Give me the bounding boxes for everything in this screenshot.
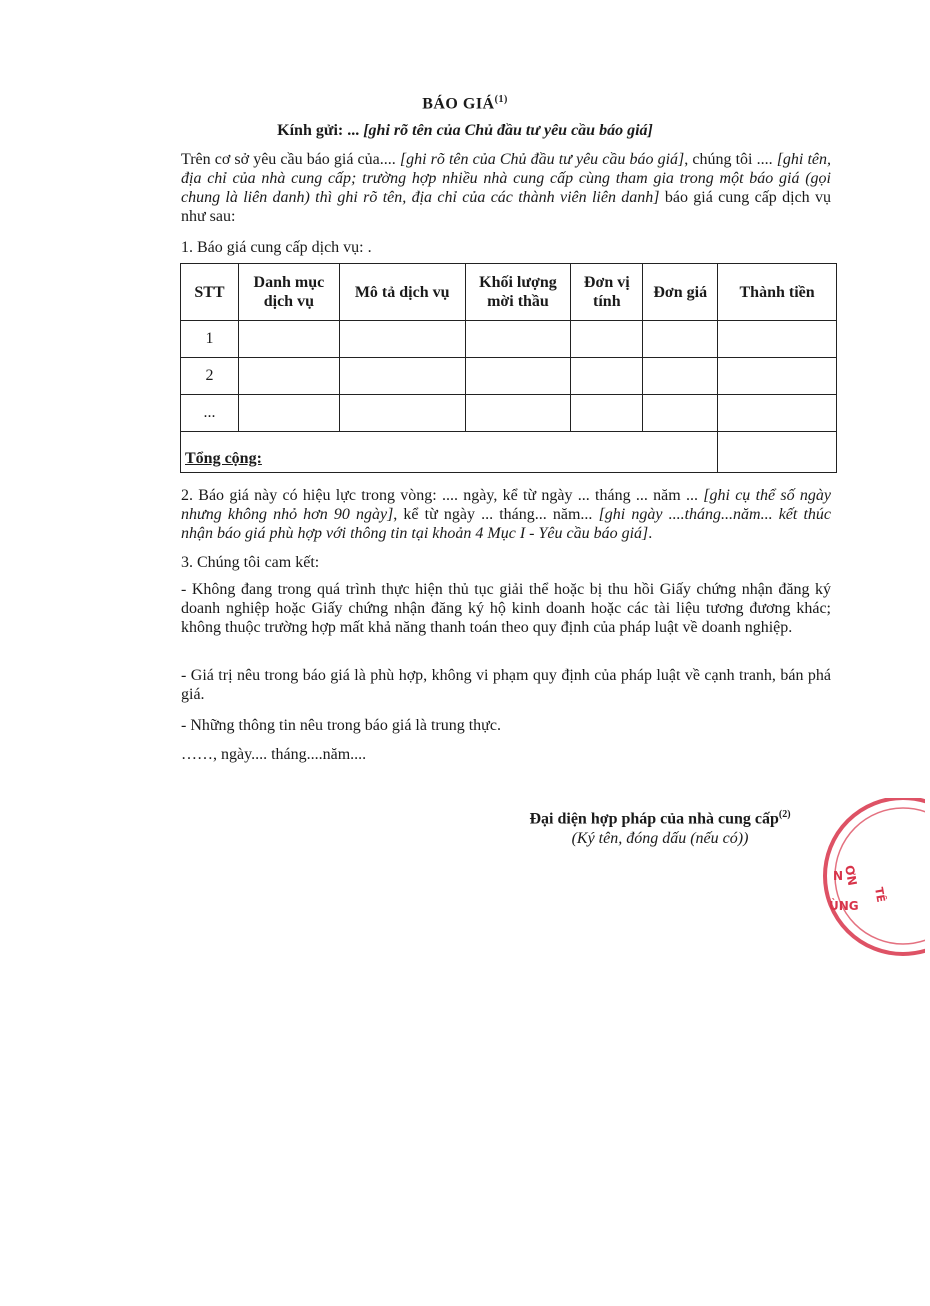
table-cell [339, 321, 465, 358]
signature-role [460, 805, 860, 829]
stamp-text: N [833, 869, 844, 883]
table-cell [571, 321, 643, 358]
section2-text-1: 2. Báo giá này có hiệu lực trong vòng: .... ngày, kể từ ngày ... tháng ... năm ... [181, 487, 698, 504]
quote-table [180, 263, 837, 473]
intro-text-2: , chúng tôi .... [684, 151, 773, 168]
total-value-cell [718, 432, 837, 473]
section3-heading: 3. Chúng tôi cam kết: [181, 554, 320, 571]
table-cell [339, 358, 465, 395]
intro-placeholder-1: [ghi rõ tên của Chủ đầu tư yêu cầu báo giá] [399, 151, 685, 168]
header-unit-price: Đơn giá [643, 264, 718, 321]
table-cell [465, 358, 571, 395]
table-cell [643, 321, 718, 358]
intro-text-1: Trên cơ sở yêu cầu báo giá của.... [181, 151, 396, 168]
date-line: ……, ngày.... tháng....năm.... [181, 746, 367, 763]
commitment-item-3: - Những thông tin nêu trong báo giá là trung thực. [181, 717, 501, 734]
table-total-row [181, 432, 837, 473]
header-unit: Đơn vị tính [571, 264, 643, 321]
total-label: Tổng cộng: [181, 432, 718, 473]
section2-placeholder-1: [ghi cụ thể số ngày nhưng không nhỏ hơn 90 ngày] [181, 487, 832, 523]
header-service-category: Danh mục dịch vụ [238, 264, 339, 321]
signature-block [460, 805, 860, 849]
header-service-description: Mô tả dịch vụ [339, 264, 465, 321]
table-cell [238, 395, 339, 432]
section2-placeholder-2: [ghi ngày ....tháng...năm... kết thúc nhận báo giá phù hợp với thông tin tại khoản 4 Mục I - Yêu cầu báo giá] [181, 506, 832, 542]
title-footnote: (1) [494, 94, 508, 105]
section2-text-3: . [648, 525, 653, 542]
red-stamp [815, 798, 925, 958]
table-cell [465, 395, 571, 432]
header-quantity: Khối lượng mời thầu [465, 264, 571, 321]
table-cell [465, 321, 571, 358]
stamp-text: TÊ [872, 886, 888, 904]
intro-text-3: báo giá cung cấp dịch vụ như sau: [181, 189, 832, 225]
table-cell [238, 358, 339, 395]
stamp-text: ÙNG [829, 899, 859, 913]
table-cell [718, 358, 837, 395]
intro-paragraph [181, 150, 831, 226]
intro-placeholder-2: [ghi tên, địa chỉ của nhà cung cấp; trường hợp nhiều nhà cung cấp cùng tham gia trong một báo giá (gọi chung là liên danh) thì ghi rõ tên, địa chỉ của các thành viên liên danh] [181, 151, 832, 206]
greeting-placeholder: [ghi rõ tên của Chủ đầu tư yêu cầu báo giá] [363, 122, 653, 139]
table-cell [643, 395, 718, 432]
document-title [0, 94, 930, 113]
row-stt: ... [181, 395, 239, 432]
commitment-item-1: - Không đang trong quá trình thực hiện thủ tục giải thể hoặc bị thu hồi Giấy chứng nhận đăng ký doanh nghiệp hoặc Giấy chứng nhận đăng ký hộ kinh doanh hoặc các tài liệu tương đương khác; không thuộc trường hợp mất khả năng thanh toán theo quy định của pháp luật về doanh nghiệp. [181, 581, 831, 636]
greeting-line [0, 122, 930, 140]
table-cell [571, 358, 643, 395]
table-row [181, 321, 837, 358]
signature-role-text: Đại diện hợp pháp của nhà cung cấp [529, 810, 779, 828]
table-cell [718, 395, 837, 432]
commitment-item-2: - Giá trị nêu trong báo giá là phù hợp, không vi phạm quy định của pháp luật về cạnh tranh, bán phá giá. [181, 667, 831, 703]
header-amount: Thành tiền [718, 264, 837, 321]
table-cell [643, 358, 718, 395]
signature-footnote: (2) [778, 809, 791, 820]
section2-paragraph [181, 486, 831, 543]
table-header-row [181, 264, 837, 321]
table-row [181, 358, 837, 395]
table-cell [571, 395, 643, 432]
table-row [181, 395, 837, 432]
section1-heading: 1. Báo giá cung cấp dịch vụ: . [181, 239, 372, 256]
table-cell [718, 321, 837, 358]
signature-note: (Ký tên, đóng dấu (nếu có)) [571, 830, 749, 848]
section2-text-2: , kể từ ngày ... tháng... năm... [393, 506, 593, 523]
header-stt: STT [181, 264, 239, 321]
stamp-text: ƠN [842, 864, 860, 887]
row-stt: 1 [181, 321, 239, 358]
table-cell [339, 395, 465, 432]
table-cell [238, 321, 339, 358]
row-stt: 2 [181, 358, 239, 395]
greeting-label: Kính gửi: ... [277, 122, 360, 139]
title-text: BÁO GIÁ [422, 95, 495, 113]
